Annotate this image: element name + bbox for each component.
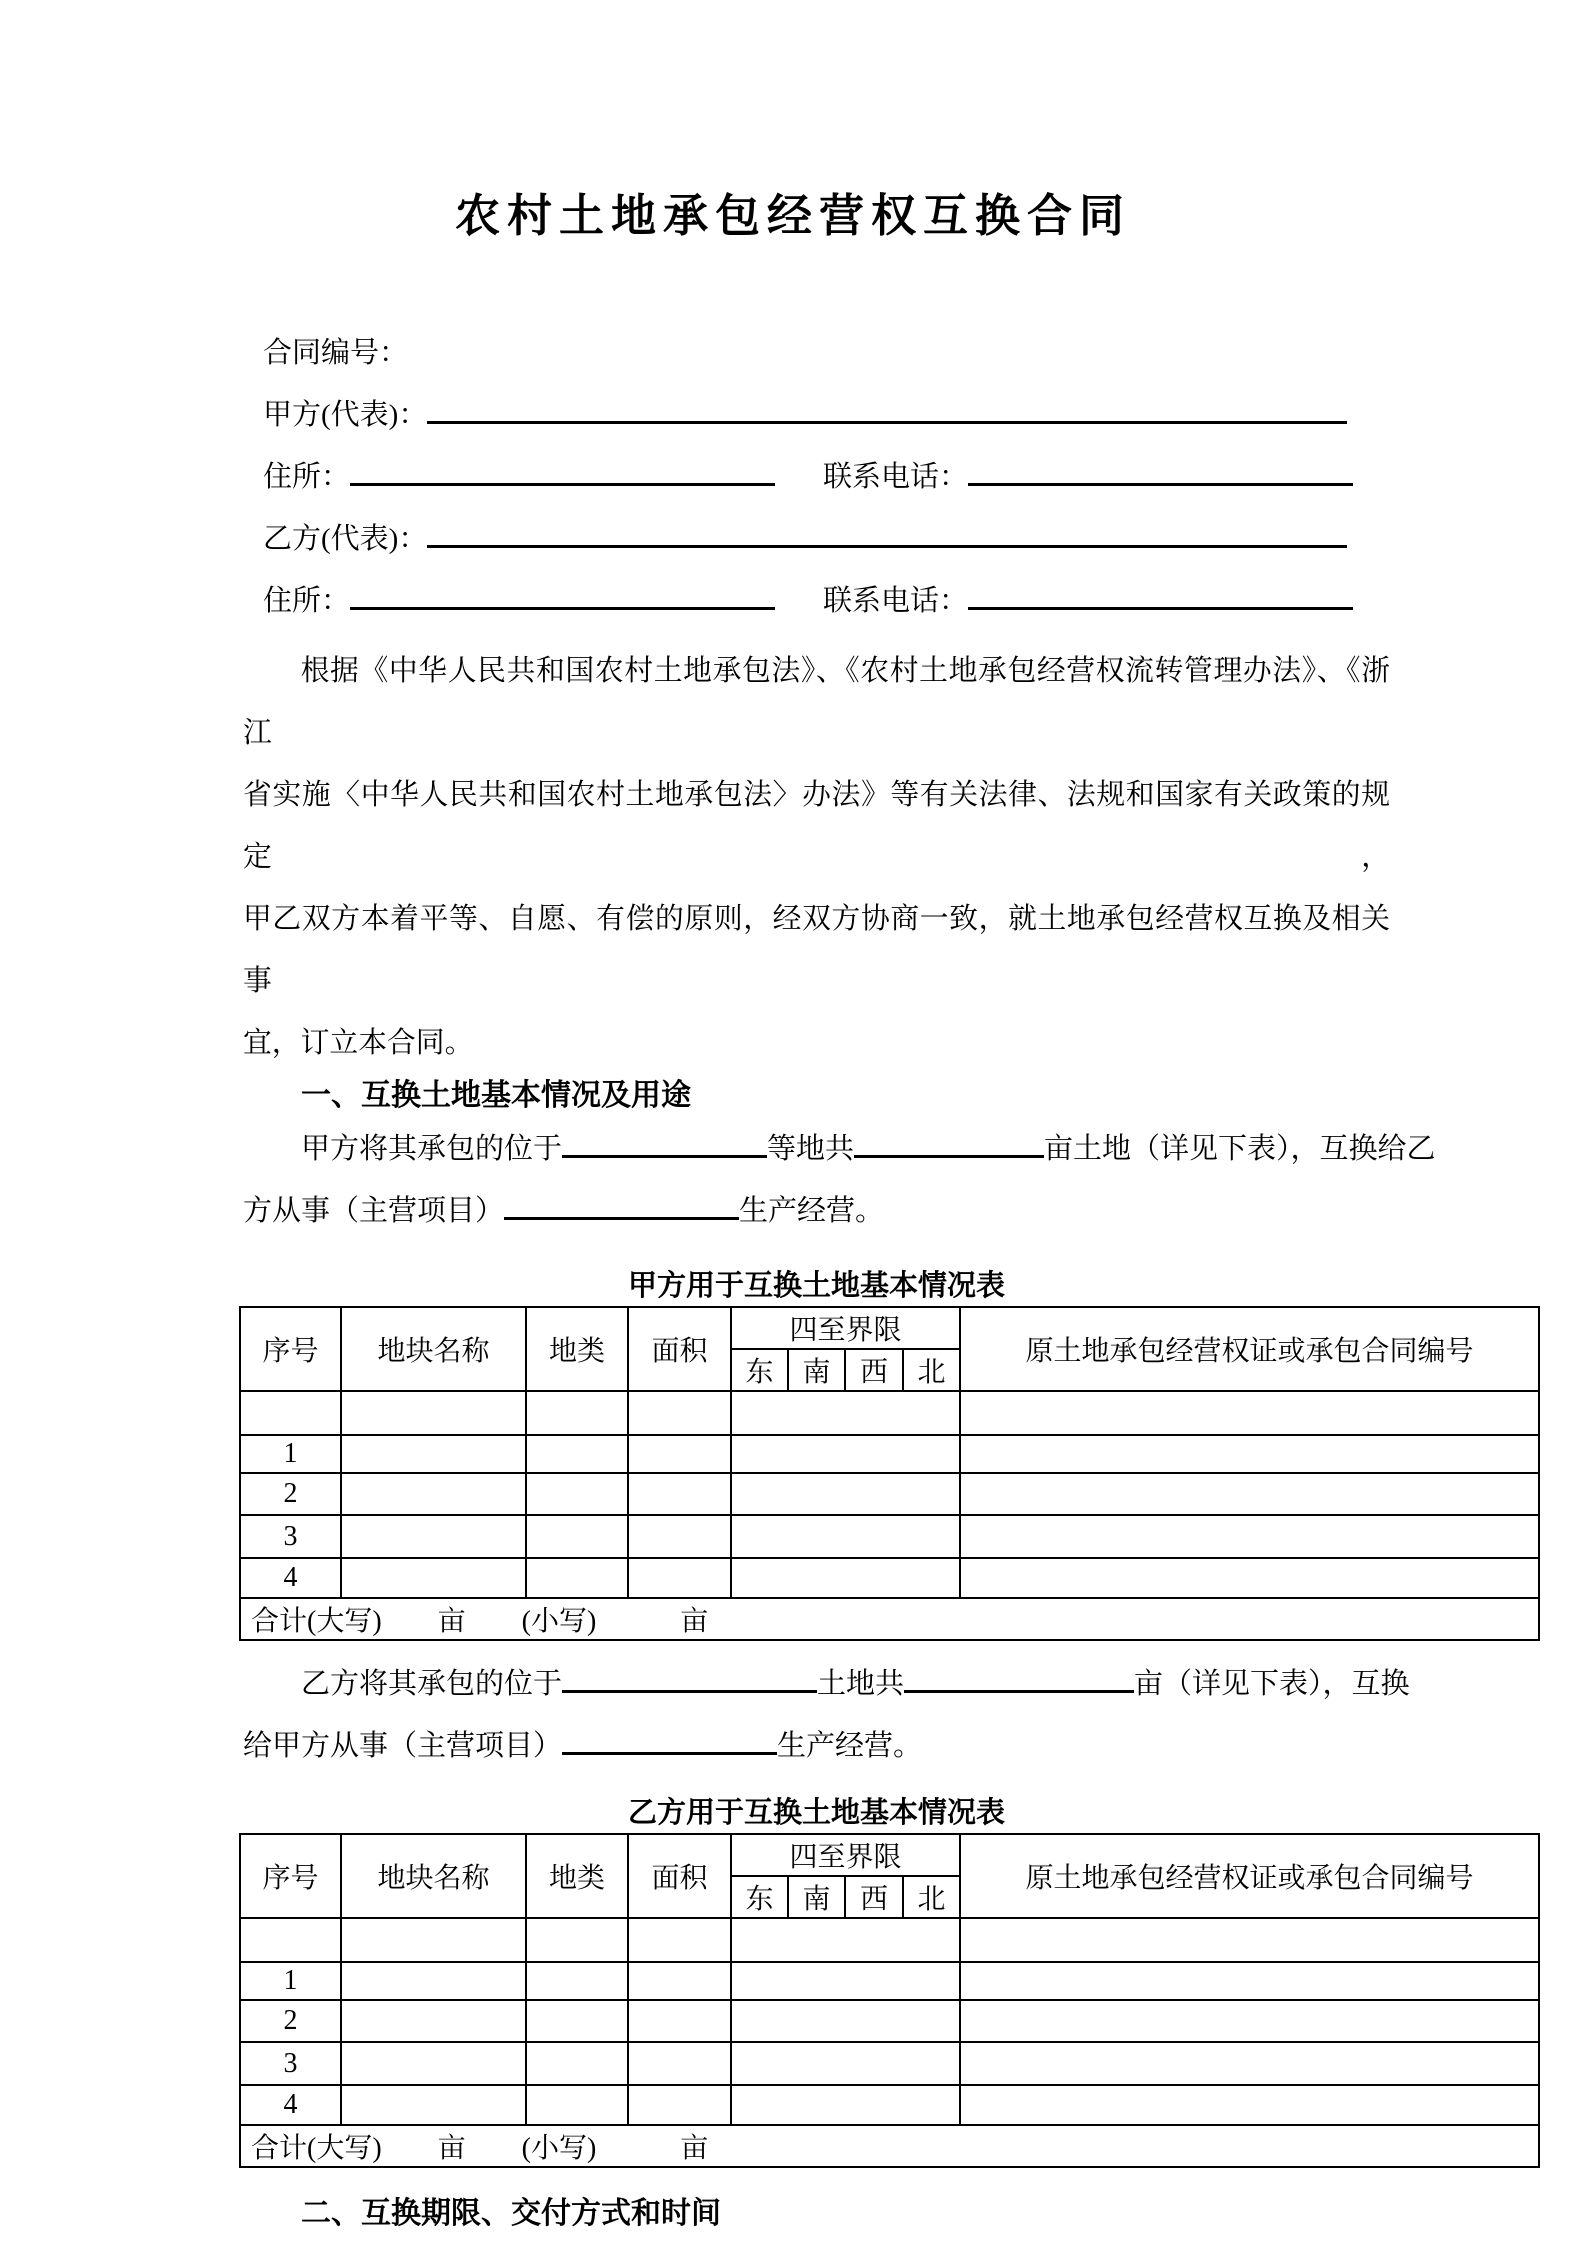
sentence-text: 生产经营。	[739, 1195, 885, 1227]
party-b-land-sentence-line-1	[243, 1653, 1410, 1715]
contract-number-label: 合同编号：	[263, 337, 409, 369]
col-header-cert-no: 原土地承包经营权证或承包合同编号	[960, 1834, 1539, 1918]
table-row	[240, 1918, 1539, 1962]
table-total-row	[240, 2125, 1539, 2167]
col-header-north: 北	[903, 1349, 960, 1391]
table-cell	[628, 1962, 731, 2000]
table-cell	[341, 2042, 526, 2085]
col-header-boundaries: 四至界限	[731, 1834, 960, 1876]
table-cell	[731, 1558, 960, 1598]
phone-label: 联系电话：	[822, 585, 968, 617]
document-body	[243, 322, 1474, 2236]
table-cell	[341, 1391, 526, 1435]
table-cell	[526, 1962, 628, 2000]
sentence-text: 方从事（主营项目）	[243, 1195, 505, 1227]
table-cell	[731, 2042, 960, 2085]
col-header-area: 面积	[628, 1307, 731, 1391]
address-pair	[263, 446, 775, 508]
table-cell	[731, 1435, 960, 1473]
table-cell	[960, 1473, 1539, 1515]
party-a-blank-field	[427, 385, 1347, 424]
party-a-address-phone-row	[263, 446, 1390, 508]
index-cell: 2	[240, 1473, 341, 1515]
party-b-blank-field	[427, 509, 1347, 548]
section-1-heading: 一、互换土地基本情况及用途	[301, 1079, 691, 1112]
document-title: 农村土地承包经营权互换合同	[454, 191, 1131, 241]
party-a-land-table	[239, 1306, 1540, 1641]
table-cell	[960, 1918, 1539, 1962]
table-cell	[960, 1435, 1539, 1473]
sentence-text: 甲方将其承包的位于	[301, 1133, 563, 1165]
party-a-land-sentence-line-2	[243, 1180, 1390, 1242]
col-header-west: 西	[845, 1876, 903, 1918]
table-cell	[526, 1435, 628, 1473]
section-2-heading: 二、互换期限、交付方式和时间	[301, 2197, 721, 2230]
col-header-index: 序号	[240, 1834, 341, 1918]
phone-blank-field	[968, 447, 1353, 486]
table-cell	[628, 1473, 731, 1515]
table-cell	[341, 1435, 526, 1473]
table-total-row	[240, 1598, 1539, 1640]
intro-line: 甲乙双方本着平等、自愿、有偿的原则，经双方协商一致，就土地承包经营权互换及相关事	[243, 903, 1390, 997]
table-cell	[526, 1473, 628, 1515]
table-cell	[960, 2085, 1539, 2125]
col-header-plot-name: 地块名称	[341, 1307, 526, 1391]
col-header-plot-name: 地块名称	[341, 1834, 526, 1918]
party-a-row	[263, 384, 1390, 446]
header-fields	[243, 322, 1390, 632]
table-cell	[341, 1918, 526, 1962]
table-row	[240, 2042, 1539, 2085]
col-header-south: 南	[788, 1876, 845, 1918]
table-cell	[731, 1515, 960, 1558]
table-header-row	[240, 1307, 1539, 1349]
sentence-text: 亩（详见下表），互换	[1134, 1668, 1410, 1700]
table-cell	[960, 1558, 1539, 1598]
table-cell	[960, 1962, 1539, 2000]
table-cell	[341, 1962, 526, 2000]
table-cell	[628, 1918, 731, 1962]
sentence-text: 等地共	[767, 1133, 855, 1165]
phone-pair	[823, 446, 1353, 508]
sentence-text: 生产经营。	[777, 1730, 923, 1762]
table-cell	[731, 2085, 960, 2125]
area-blank-field	[904, 1654, 1134, 1693]
table-cell	[526, 1515, 628, 1558]
phone-blank-field	[968, 571, 1353, 610]
table-cell	[526, 1918, 628, 1962]
index-cell: 3	[240, 1515, 341, 1558]
phone-pair	[823, 570, 1353, 632]
area-blank-field	[854, 1119, 1044, 1158]
table-cell	[628, 2085, 731, 2125]
index-cell: 3	[240, 2042, 341, 2085]
table-cell	[341, 2085, 526, 2125]
index-cell: 4	[240, 1558, 341, 1598]
col-header-boundaries: 四至界限	[731, 1307, 960, 1349]
table-row	[240, 1391, 1539, 1435]
table-cell	[960, 2000, 1539, 2042]
total-cell: 合计(大写) 亩 (小写) 亩	[240, 1598, 1539, 1640]
sentence-text: 土地共	[817, 1668, 905, 1700]
table-row	[240, 2000, 1539, 2042]
col-header-cert-no: 原土地承包经营权证或承包合同编号	[960, 1307, 1539, 1391]
col-header-land-type: 地类	[526, 1307, 628, 1391]
address-label: 住所：	[263, 461, 351, 493]
table-cell	[731, 1391, 960, 1435]
party-b-row	[263, 508, 1390, 570]
table-row	[240, 1435, 1539, 1473]
party-b-land-table	[239, 1833, 1540, 2168]
total-cell: 合计(大写) 亩 (小写) 亩	[240, 2125, 1539, 2167]
col-header-east: 东	[731, 1349, 788, 1391]
address-blank-field	[350, 571, 775, 610]
index-cell: 4	[240, 2085, 341, 2125]
table-cell	[526, 1391, 628, 1435]
table-cell	[341, 1558, 526, 1598]
index-cell: 2	[240, 2000, 341, 2042]
address-pair	[263, 570, 775, 632]
party-a-land-sentence-line-1	[243, 1118, 1436, 1180]
intro-line: 根据《中华人民共和国农村土地承包法》、《农村土地承包经营权流转管理办法》、《浙江	[243, 655, 1390, 749]
table-cell	[341, 1473, 526, 1515]
table-cell	[628, 2000, 731, 2042]
intro-line: 省实施〈中华人民共和国农村土地承包法〉办法》等有关法律、法规和国家有关政策的规定，	[243, 779, 1390, 873]
table-cell	[731, 1473, 960, 1515]
table-cell	[731, 1962, 960, 2000]
project-blank-field	[562, 1716, 777, 1755]
table-cell	[526, 1558, 628, 1598]
party-b-label: 乙方(代表)：	[263, 523, 428, 555]
table-cell	[526, 2085, 628, 2125]
contract-number-row	[263, 322, 1390, 384]
table-cell	[526, 2042, 628, 2085]
table-cell	[960, 2042, 1539, 2085]
col-header-land-type: 地类	[526, 1834, 628, 1918]
table-cell	[628, 1558, 731, 1598]
index-cell: 1	[240, 1435, 341, 1473]
intro-line: 宜，订立本合同。	[243, 1027, 474, 1059]
table-cell	[960, 1391, 1539, 1435]
table-row	[240, 1473, 1539, 1515]
sentence-text: 亩土地（详见下表），互换给乙	[1044, 1133, 1436, 1165]
table-cell	[628, 1435, 731, 1473]
address-blank-field	[350, 447, 775, 486]
table-row	[240, 1962, 1539, 2000]
table-a-title: 甲方用于互换土地基本情况表	[627, 1270, 1005, 1302]
table-header-row	[240, 1834, 1539, 1876]
col-header-index: 序号	[240, 1307, 341, 1391]
col-header-west: 西	[845, 1349, 903, 1391]
index-cell: 1	[240, 1962, 341, 2000]
index-cell	[240, 1918, 341, 1962]
phone-label: 联系电话：	[822, 461, 968, 493]
sentence-text: 乙方将其承包的位于	[301, 1668, 563, 1700]
location-blank-field	[562, 1119, 767, 1158]
party-b-address-phone-row	[263, 570, 1390, 632]
party-b-land-sentence-line-2	[243, 1715, 1390, 1777]
table-cell	[341, 1515, 526, 1558]
table-cell	[526, 2000, 628, 2042]
project-blank-field	[504, 1181, 739, 1220]
col-header-north: 北	[903, 1876, 960, 1918]
col-header-area: 面积	[628, 1834, 731, 1918]
table-row	[240, 1515, 1539, 1558]
table-cell	[341, 2000, 526, 2042]
intro-paragraph	[243, 640, 1390, 1074]
index-cell	[240, 1391, 341, 1435]
col-header-east: 东	[731, 1876, 788, 1918]
table-cell	[731, 2000, 960, 2042]
table-cell	[628, 2042, 731, 2085]
table-row	[240, 1558, 1539, 1598]
table-row	[240, 2085, 1539, 2125]
table-cell	[960, 1515, 1539, 1558]
address-label: 住所：	[263, 585, 351, 617]
party-a-label: 甲方(代表)：	[263, 399, 428, 431]
sentence-text: 给甲方从事（主营项目）	[243, 1730, 563, 1762]
location-blank-field	[562, 1654, 817, 1693]
table-cell	[731, 1918, 960, 1962]
table-cell	[628, 1515, 731, 1558]
table-cell	[628, 1391, 731, 1435]
col-header-south: 南	[788, 1349, 845, 1391]
table-b-title: 乙方用于互换土地基本情况表	[627, 1797, 1005, 1829]
